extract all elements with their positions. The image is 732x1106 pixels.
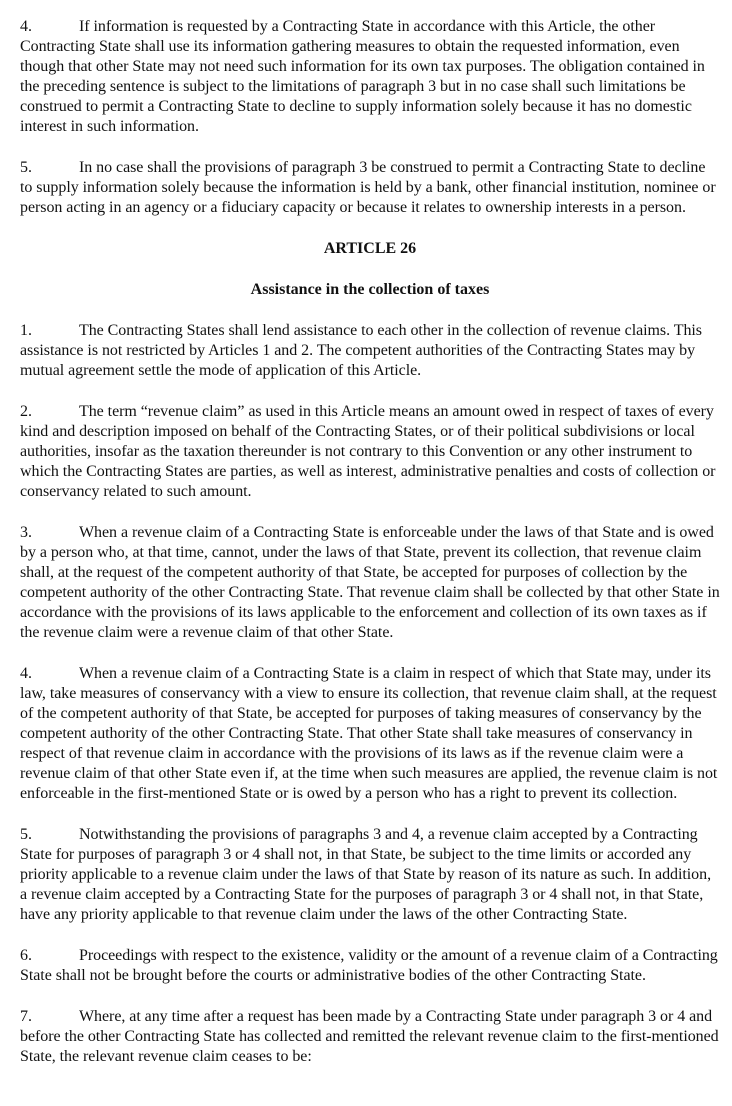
paragraph-text: If information is requested by a Contracting State in accordance with this Article, the other Contracting State shall use its information gathering measures to obtain the requested information, even though that other State may not need such information for its own tax purposes. The obligation contained in the preceding sentence is subject to the limitations of paragraph 3 but in no case shall such limitations be construed to permit a Contracting State to decline to supply information solely because it has no domestic interest in such information. <box>20 18 705 135</box>
paragraph-25-4 <box>20 17 720 137</box>
paragraph-number: 1. <box>20 322 32 339</box>
article-subheading: Assistance in the collection of taxes <box>250 281 490 298</box>
paragraph-number: 7. <box>20 1008 32 1025</box>
paragraph-text: In no case shall the provisions of paragraph 3 be construed to permit a Contracting State to decline to supply information solely because the information is held by a bank, other financial institution, nominee or person acting in an agency or a fiduciary capacity or because it relates to ownership interests in a person. <box>20 159 716 216</box>
paragraph-text: Proceedings with respect to the existence, validity or the amount of a revenue claim of a Contracting State shall not be brought before the courts or administrative bodies of the other Contracting State. <box>20 947 718 984</box>
paragraph-25-5 <box>20 158 720 218</box>
paragraph-number: 5. <box>20 159 32 176</box>
paragraph-text: The Contracting States shall lend assistance to each other in the collection of revenue claims. This assistance is not restricted by Articles 1 and 2. The competent authorities of the Contracting States may by mutual agreement settle the mode of application of this Article. <box>20 322 702 379</box>
paragraph-number: 3. <box>20 524 32 541</box>
paragraph-number: 2. <box>20 403 32 420</box>
paragraph-text: The term “revenue claim” as used in this Article means an amount owed in respect of taxes of every kind and description imposed on behalf of the Contracting States, or of their political subdivisions or local authorities, insofar as the taxation thereunder is not contrary to this Convention or any other instrument to which the Contracting States are parties, as well as interest, administrative penalties and costs of collection or conservancy related to such amount. <box>20 403 716 500</box>
paragraph-26-3 <box>20 523 720 643</box>
paragraph-26-7 <box>20 1007 720 1067</box>
document-page <box>20 17 720 1088</box>
paragraph-number: 5. <box>20 826 32 843</box>
paragraph-number: 4. <box>20 665 32 682</box>
paragraph-26-2 <box>20 402 720 502</box>
paragraph-26-5 <box>20 825 720 925</box>
paragraph-number: 6. <box>20 947 32 964</box>
paragraph-text: Notwithstanding the provisions of paragraphs 3 and 4, a revenue claim accepted by a Contracting State for purposes of paragraph 3 or 4 shall not, in that State, be subject to the time limits or accorded any priority applicable to a revenue claim under the laws of that State by reason of its nature as such. In addition, a revenue claim accepted by a Contracting State for the purposes of paragraph 3 or 4 shall not, in that State, have any priority applicable to that revenue claim under the laws of the other Contracting State. <box>20 826 712 923</box>
paragraph-26-6 <box>20 946 720 986</box>
paragraph-number: 4. <box>20 18 32 35</box>
paragraph-26-1 <box>20 321 720 381</box>
paragraph-26-4 <box>20 664 720 804</box>
paragraph-text: When a revenue claim of a Contracting State is enforceable under the laws of that State and is owed by a person who, at that time, cannot, under the laws of that State, prevent its collection, that revenue claim shall, at the request of the competent authority of that State, be accepted for purposes of collection by the competent authority of the other Contracting State. That revenue claim shall be collected by that other State in accordance with the provisions of its laws applicable to the enforcement and collection of its own taxes as if the revenue claim were a revenue claim of that other State. <box>20 524 720 641</box>
article-heading: ARTICLE 26 <box>323 240 417 257</box>
paragraph-text: When a revenue claim of a Contracting State is a claim in respect of which that State may, under its law, take measures of conservancy with a view to ensure its collection, that revenue claim shall, at the request of the competent authority of that State, be accepted for purposes of taking measures of conservancy by the competent authority of the other Contracting State. That other State shall take measures of conservancy in respect of that revenue claim in accordance with the provisions of its laws as if the revenue claim were a revenue claim of that other State even if, at the time when such measures are applied, the revenue claim is not enforceable in the first-mentioned State or is owed by a person who has a right to prevent its collection. <box>20 665 718 802</box>
paragraph-text: Where, at any time after a request has been made by a Contracting State under paragraph 3 or 4 and before the other Contracting State has collected and remitted the relevant revenue claim to the first-mentioned State, the relevant revenue claim ceases to be: <box>20 1008 719 1065</box>
